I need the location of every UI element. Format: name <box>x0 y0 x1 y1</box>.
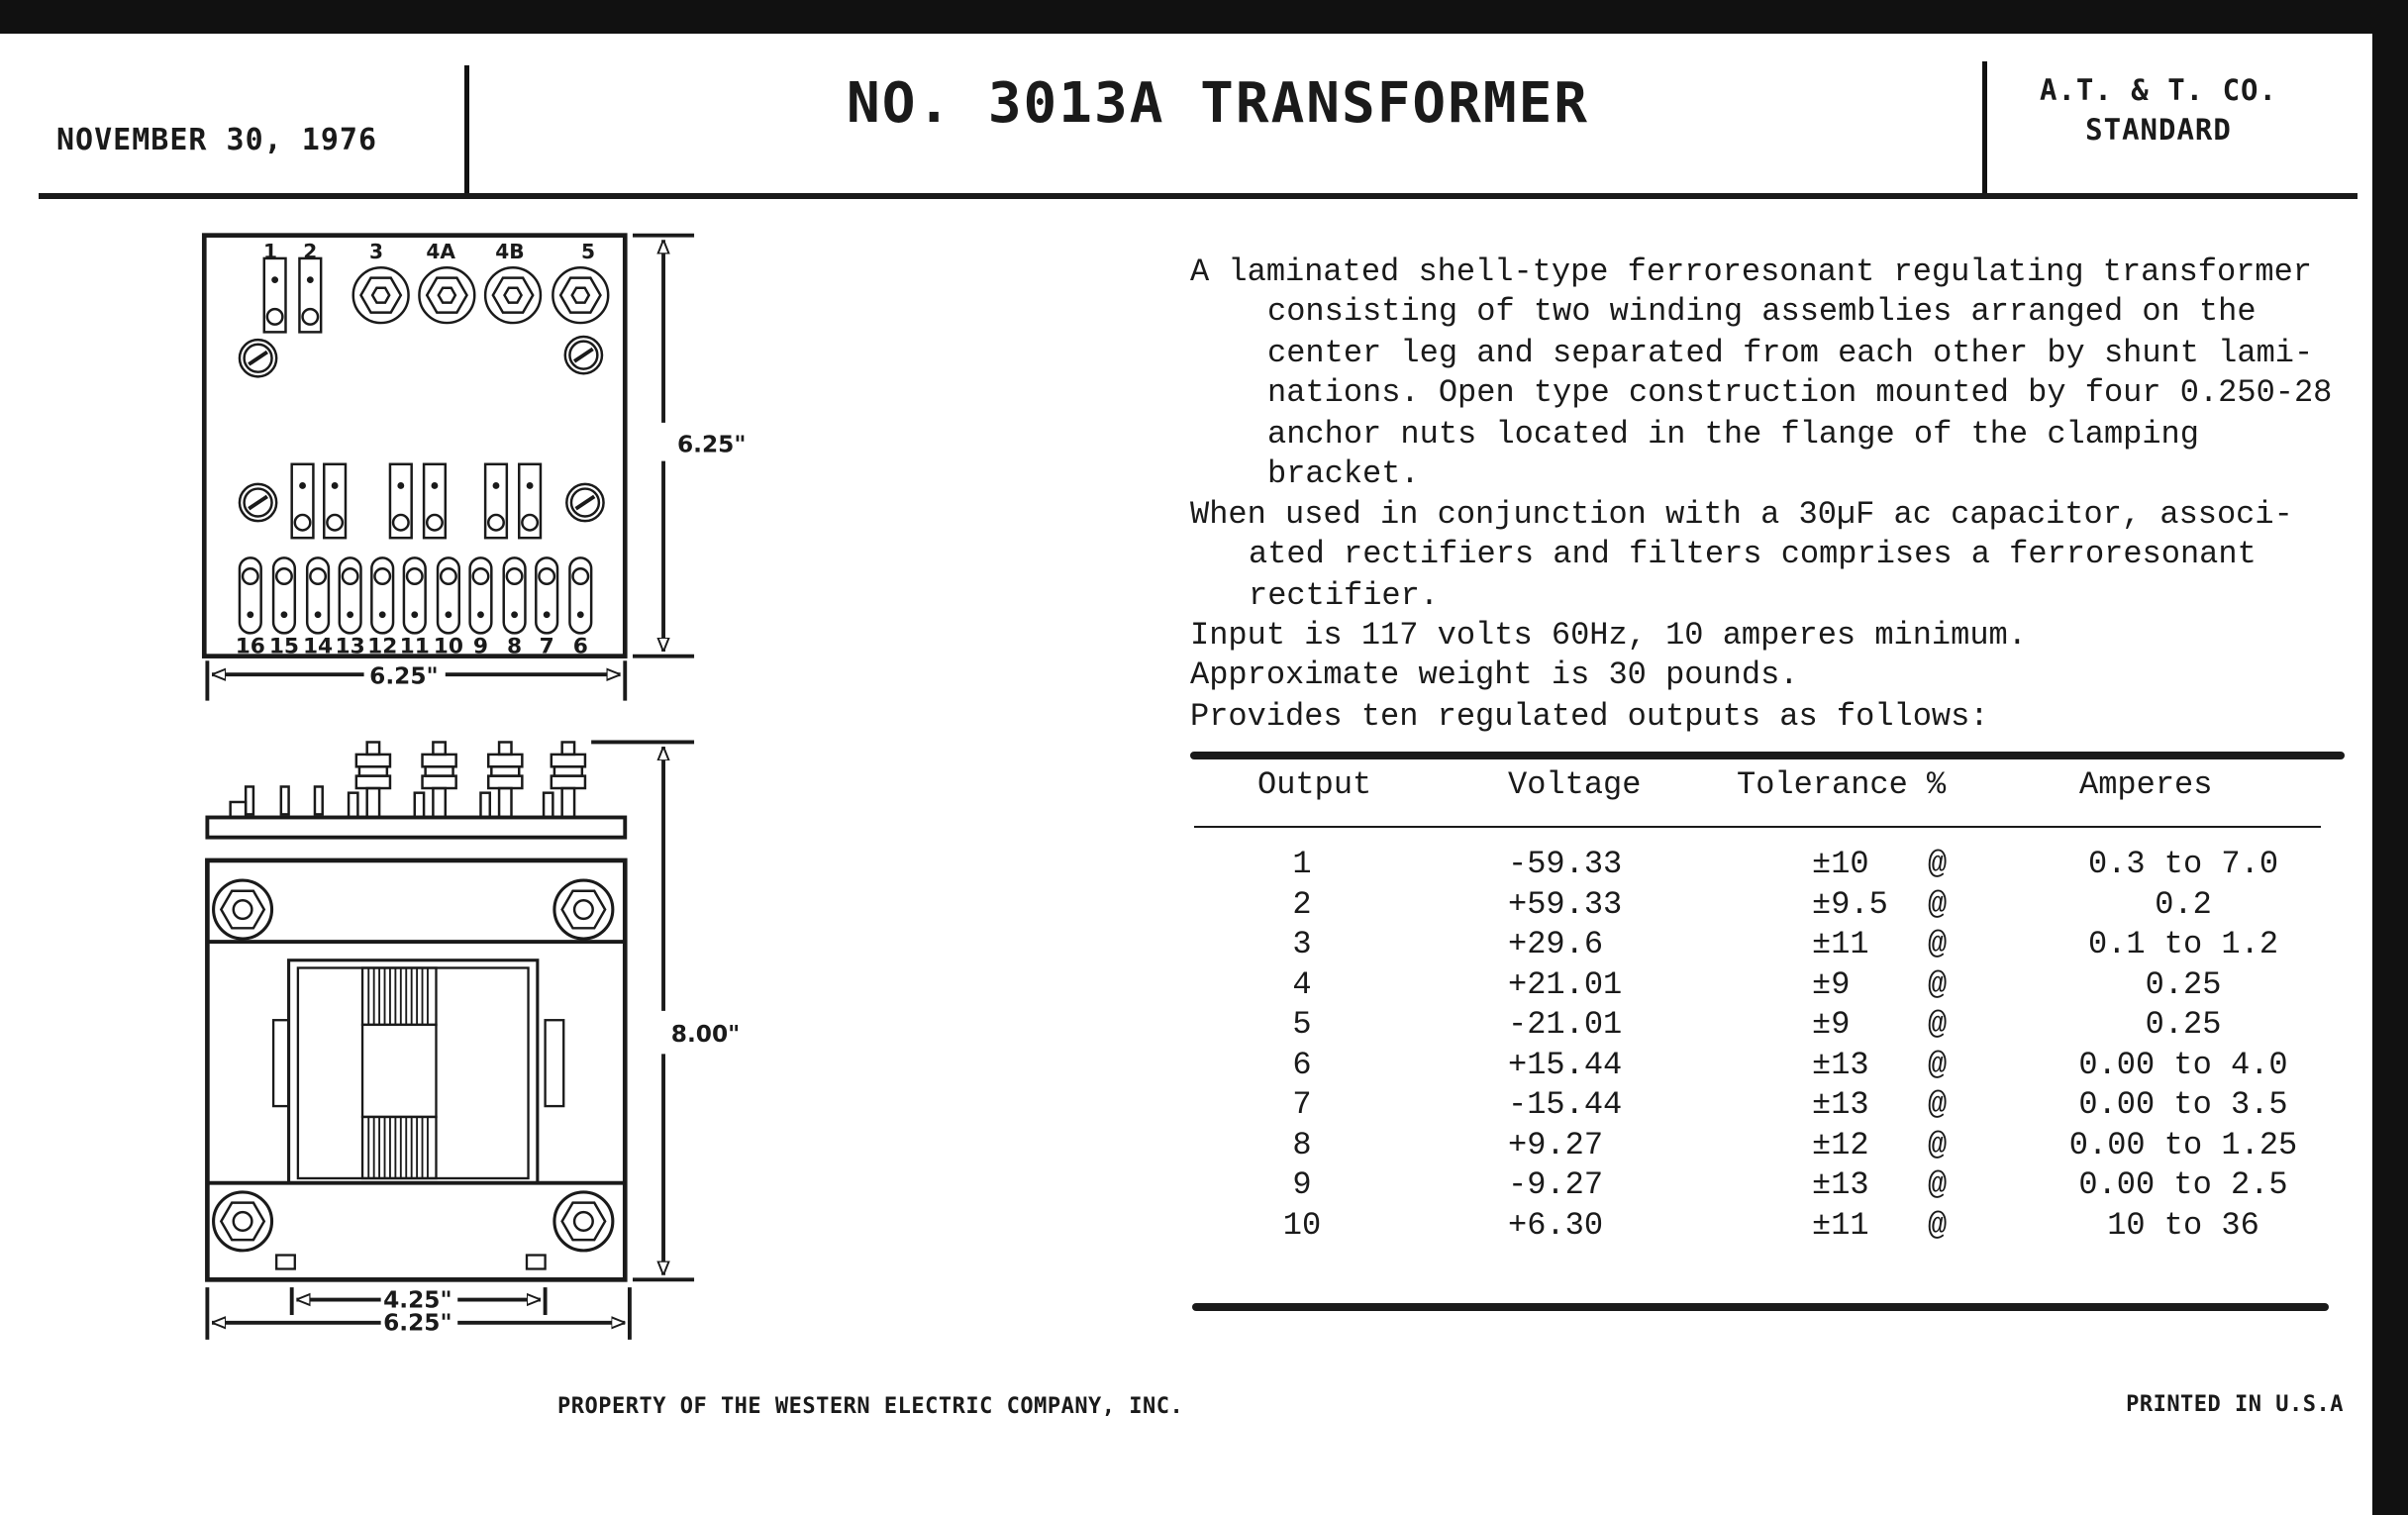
stud-terminal <box>415 742 456 817</box>
solder-lug <box>485 464 507 538</box>
cell-amperes: 0.3 to 7.0 <box>2087 846 2279 882</box>
solder-lug <box>519 464 541 538</box>
cell-amperes: 0.00 to 1.25 <box>2068 1126 2298 1163</box>
small-terminal-posts <box>231 786 323 817</box>
page-title: NO. 3013A TRANSFORMER <box>846 71 1589 136</box>
screw-icon <box>240 484 276 521</box>
cell-at: @ <box>1928 1046 1948 1083</box>
bolt-icon <box>554 1192 613 1251</box>
stud-nut <box>552 267 608 323</box>
terminal-label: 6 <box>572 634 588 659</box>
cell-amperes: 0.25 <box>2145 965 2222 1003</box>
cell-amperes: 0.25 <box>2145 1006 2222 1043</box>
side-tab-right <box>546 1020 564 1106</box>
stud-nut <box>485 267 541 323</box>
header-amperes: Amperes <box>2079 766 2213 803</box>
terminal-label: 10 <box>433 634 463 659</box>
solder-lug <box>504 557 526 633</box>
side-view-height-dimension <box>591 742 694 1279</box>
stud-terminal <box>349 742 390 817</box>
terminal-label: 3 <box>368 239 384 263</box>
cell-at: @ <box>1928 1206 1948 1244</box>
terminal-label: 9 <box>472 634 489 659</box>
cell-voltage: -21.01 <box>1508 1006 1623 1043</box>
solder-lug <box>292 464 314 538</box>
description-line: bracket. <box>1267 455 1420 492</box>
solder-lug <box>340 557 361 633</box>
description-line: Provides ten regulated outputs as follows: <box>1190 698 1989 735</box>
printed-notice: PRINTED IN U.S.A <box>2126 1392 2344 1417</box>
cell-tolerance: ±10 <box>1812 846 1869 882</box>
core-center-leg <box>362 1025 436 1117</box>
cell-voltage: +21.01 <box>1508 965 1623 1003</box>
solder-lug <box>371 557 393 633</box>
side-view <box>207 742 625 1279</box>
terminal-label: 13 <box>335 634 365 659</box>
terminal-label: 2 <box>303 239 318 263</box>
description-line: anchor nuts located in the flange of the clamping <box>1267 416 2199 453</box>
cell-voltage: +9.27 <box>1508 1126 1604 1163</box>
solder-lug <box>470 557 492 633</box>
cell-voltage: +59.33 <box>1508 885 1623 923</box>
solder-lug <box>438 557 459 633</box>
cell-at: @ <box>1928 846 1948 882</box>
cell-tolerance: ±9.5 <box>1812 885 1888 923</box>
side-tab-left <box>273 1020 289 1106</box>
terminal-label: 12 <box>367 634 398 659</box>
cell-tolerance: ±13 <box>1812 1166 1869 1203</box>
cell-at: @ <box>1928 965 1948 1003</box>
solder-lug <box>536 557 557 633</box>
cell-amperes: 10 to 36 <box>2107 1206 2259 1244</box>
screw-icon <box>240 340 276 376</box>
cell-tolerance: ±13 <box>1812 1086 1869 1123</box>
screw-icon <box>565 337 602 373</box>
terminal-label: 7 <box>539 634 554 659</box>
cell-output: 4 <box>1292 965 1312 1003</box>
stud-nut <box>419 267 474 323</box>
cell-at: @ <box>1928 926 1948 962</box>
terminal-label: 15 <box>268 634 300 659</box>
cell-amperes: 0.2 <box>2155 885 2212 923</box>
stud-terminals <box>349 742 585 817</box>
dimension-label: 4.25" <box>383 1286 452 1314</box>
solder-lug <box>569 557 591 633</box>
cell-output: 8 <box>1292 1126 1312 1163</box>
cell-at: @ <box>1928 885 1948 923</box>
terminal-label: 4B <box>495 239 525 263</box>
dimension-label: 6.25" <box>369 662 439 690</box>
description-line: A laminated shell-type ferroresonant regulating transformer <box>1190 253 2312 290</box>
cell-output: 3 <box>1292 926 1312 962</box>
description-line: When used in conjunction with a 30µF ac capacitor, associ- <box>1190 496 2293 533</box>
stud-terminal <box>480 742 522 817</box>
cell-output: 6 <box>1292 1046 1312 1083</box>
description-line: center leg and separated from each other by shunt lami- <box>1267 335 2314 371</box>
cell-voltage: +6.30 <box>1508 1206 1604 1244</box>
cell-amperes: 0.00 to 2.5 <box>2078 1166 2288 1203</box>
bolt-icon <box>214 1192 272 1251</box>
description-line: rectifier. <box>1249 577 1440 614</box>
terminal-plate <box>207 817 625 837</box>
terminal-label: 1 <box>262 239 277 263</box>
cell-output: 9 <box>1292 1166 1312 1203</box>
stud-nut <box>353 267 409 323</box>
header-output: Output <box>1257 766 1372 803</box>
cell-voltage: +15.44 <box>1508 1046 1623 1083</box>
terminal-label: 14 <box>302 634 334 659</box>
core-window <box>289 960 538 1183</box>
description-line: consisting of two winding assemblies arranged on the <box>1267 293 2257 330</box>
issue-date: NOVEMBER 30, 1976 <box>56 123 378 157</box>
screw-icon <box>566 484 603 521</box>
stud-terminal <box>544 742 585 817</box>
cell-voltage: -59.33 <box>1508 846 1623 882</box>
solder-lug <box>264 258 286 332</box>
cell-voltage: +29.6 <box>1508 926 1604 962</box>
bolt-icon <box>214 880 272 939</box>
company-name: A.T. & T. CO. <box>2040 73 2277 107</box>
cell-output: 7 <box>1292 1086 1312 1123</box>
cell-amperes: 0.00 to 4.0 <box>2078 1046 2288 1083</box>
cell-tolerance: ±9 <box>1812 1006 1851 1043</box>
solder-lug <box>404 557 426 633</box>
cell-voltage: -9.27 <box>1508 1166 1604 1203</box>
description-line: Input is 117 volts 60Hz, 10 amperes minimum. <box>1190 617 2027 654</box>
cell-at: @ <box>1928 1166 1948 1203</box>
solder-lug <box>307 557 329 633</box>
solder-lug <box>390 464 412 538</box>
description-line: ated rectifiers and filters comprises a ferroresonant <box>1249 536 2257 572</box>
cell-output: 5 <box>1292 1006 1312 1043</box>
cell-at: @ <box>1928 1006 1948 1043</box>
foot-left <box>276 1256 295 1269</box>
standard-label: STANDARD <box>2085 113 2232 147</box>
cell-output: 1 <box>1292 846 1312 882</box>
terminal-label: 4A <box>426 239 455 263</box>
terminal-label: 5 <box>581 239 596 263</box>
description-line: Approximate weight is 30 pounds. <box>1190 656 1799 693</box>
cell-tolerance: ±13 <box>1812 1046 1869 1083</box>
cell-output: 2 <box>1292 885 1312 923</box>
solder-lug <box>273 557 295 633</box>
cell-amperes: 0.00 to 3.5 <box>2078 1086 2288 1123</box>
solder-lug <box>424 464 446 538</box>
cell-at: @ <box>1928 1126 1948 1163</box>
solder-lug <box>299 258 321 332</box>
cell-tolerance: ±9 <box>1812 965 1851 1003</box>
terminal-label: 11 <box>399 634 430 659</box>
description-line: nations. Open type construction mounted by four 0.250-28 <box>1267 374 2333 411</box>
terminal-label: 16 <box>235 634 265 659</box>
top-view <box>204 236 625 656</box>
solder-lug <box>324 464 346 538</box>
cell-voltage: -15.44 <box>1508 1086 1623 1123</box>
dimension-label: 8.00" <box>670 1020 741 1048</box>
property-notice: PROPERTY OF THE WESTERN ELECTRIC COMPANY, INC. <box>557 1394 1184 1419</box>
cell-tolerance: ±12 <box>1812 1126 1869 1163</box>
cell-output: 10 <box>1282 1206 1322 1244</box>
dimension-label: 6.25" <box>677 431 747 458</box>
bolt-icon <box>554 880 613 939</box>
cell-tolerance: ±11 <box>1812 1206 1869 1244</box>
cell-amperes: 0.1 to 1.2 <box>2087 926 2279 962</box>
foot-right <box>527 1256 546 1269</box>
terminal-label: 8 <box>507 634 523 659</box>
solder-lug <box>240 557 261 633</box>
header-voltage: Voltage <box>1508 766 1642 803</box>
dimension-label: 6.25" <box>383 1309 452 1337</box>
cell-tolerance: ±11 <box>1812 926 1869 962</box>
header-tolerance: Tolerance % <box>1737 766 1947 803</box>
cell-at: @ <box>1928 1086 1948 1123</box>
